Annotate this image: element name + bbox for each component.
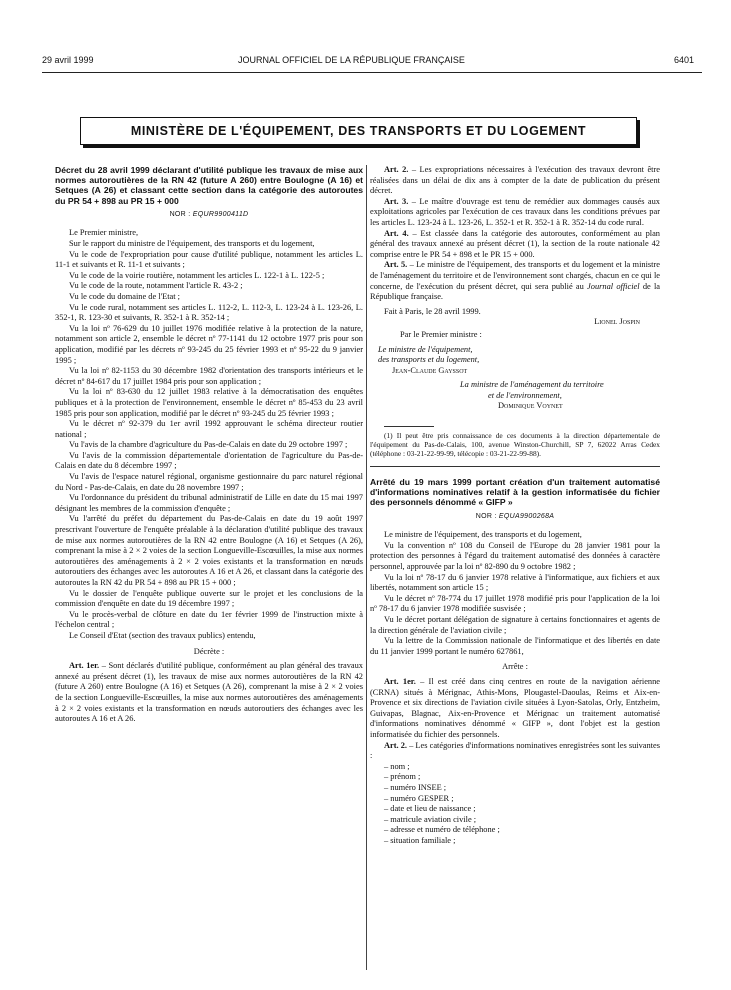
nor-label: NOR :: [169, 210, 191, 218]
decree-visas: [55, 228, 363, 641]
decree-paragraph: Vu l'avis de la commission départementale d'orientation de l'agriculture du Pas-de-Calais en date du 8 décembre 1997 ;: [55, 450, 363, 471]
arrete-paragraph: Le ministre de l'équipement, des transports et du logement,: [384, 530, 582, 540]
decree-title: Décret du 28 avril 1999 déclarant d'utilité publique les travaux de mise aux normes autoroutières de la RN 42 (future A 260) entre Boulogne (A 16) et Setques (A 26) et classant cette section dans la catégorie des autoroutes du PR 54 + 898 au PR 15 + 000: [55, 165, 363, 206]
arrete-article-2: [370, 741, 660, 762]
decree-paragraph: Vu la loi nº 76-629 du 10 juillet 1976 modifiée relative à la protection de la nature, notamment son article 2, ensemble le décret nº 77-1141 du 12 octobre 1977 pris pour son application, modifié par les décrets nº 93-245 du 25 février 1993 et nº 95-22 du 9 janvier 1995 ;: [55, 323, 363, 365]
decree-paragraph: Vu le code de la route, notamment l'article R. 43-2 ;: [69, 281, 243, 291]
list-item: – nom ;: [384, 761, 410, 771]
decree-decrete: Décrète :: [193, 646, 225, 656]
signature-pm: Lionel Jospin: [594, 317, 640, 327]
decree-paragraph: Vu le dossier de l'enquête publique ouverte sur le projet et les conclusions de la commission d'enquête en date du 19 décembre 1997 ;: [55, 588, 363, 609]
decree-article-3: [370, 197, 660, 229]
decree-paragraph: Vu le code de l'expropriation pour cause d'utilité publique, notamment les articles L. 11-1 et suivants et R. 11-1 et suivants ;: [55, 249, 363, 270]
footnote: (1) Il peut être pris connaissance de ces documents à la direction départementale de l'équipement du Pas-de-Calais, 100, avenue Winston-Churchill, SP 7, 62022 Arras Cedex (téléphone : 03-21-22-99-99, télécopie : 03-21-22-99-88).: [370, 431, 660, 459]
minister2-line2: et de l'environnement,: [488, 390, 562, 400]
article-text: – Le maître d'ouvrage est tenu de remédier aux dommages causés aux exploitations agricoles par l'exécution de ces travaux dans les conditions prévues par les articles L. 123-24 à L. 123-26, L. 352-1 et R. 352-1 à R. 352-14 du code rural.: [370, 196, 660, 227]
arrete-nor: [370, 512, 660, 523]
decree-paragraph: Vu la loi nº 82-1153 du 30 décembre 1982 d'orientation des transports intérieurs et le décret nº 84-617 du 17 juillet 1984 pris pour son application ;: [55, 366, 363, 386]
decree-nor: [55, 210, 363, 221]
page-header: [0, 55, 731, 73]
list-item: – numéro GESPER ;: [384, 793, 454, 803]
par-le-premier-ministre: Par le Premier ministre :: [400, 329, 482, 339]
arrete-arrete: Arrête :: [502, 662, 528, 672]
minister2-line1: La ministre de l'aménagement du territoire: [460, 380, 604, 390]
decree-paragraph: Vu le code rural, notamment ses articles L. 112-2, L. 112-3, L. 123-24 à L. 123-26, L. 352-1, R. 123-30 et suivants, R. 352-1 à R. 352-14 ;: [55, 302, 363, 323]
article-text: de la République française.: [370, 281, 661, 302]
article-text: – Le ministre de l'équipement, des transports et du logement et la ministre de l'aménagement du territoire et de l'environnement sont chargés, chacun en ce qui le concerne, de l'exécution du présent décret, qui sera publié au: [370, 260, 660, 291]
decree-paragraph: Vu l'arrêté du préfet du département du Pas-de-Calais en date du 19 août 1997 prescrivant l'ouverture de l'enquête préalable à la déclaration d'utilité publique des travaux de mise aux normes autoroutières de la RN 42 entre Boulogne (A 16) et Setques (A 26), comprenant la mise à 2 × 2 voies de la section Longueville-Escœuilles, la mise aux normes autoroutières des aménagements à 2 × 2 voies existants et la transformation en nœuds autoroutiers des échanges avec les autoroutes A 16 et A 26, et classant dans la catégorie des autoroutes la RN 42 du PR 54 + 898 au PR 15 + 000 ;: [55, 514, 363, 587]
article-label: Art. 2.: [384, 740, 408, 750]
arrete-paragraph: Vu la loi nº 78-17 du 6 janvier 1978 relative à l'informatique, aux fichiers et aux libertés, notamment son article 15 ;: [370, 572, 660, 593]
arrete-paragraph: Vu la convention nº 108 du Conseil de l'Europe du 28 janvier 1981 pour la protection des personnes à l'égard du traitement automatisé des données à caractère personnel, approuvée par la loi nº 82-890 du 9 octobre 1982 ;: [370, 540, 660, 572]
article-label: Art. 3.: [384, 196, 409, 206]
journal-officiel-ref: Journal officiel: [587, 281, 640, 291]
article-text: – Les expropriations nécessaires à l'exécution des travaux devront être réalisées dans un délai de dix ans à compter de la date de publication du présent décret.: [370, 165, 660, 196]
decree-paragraph: Vu la loi nº 83-630 du 12 juillet 1983 relative à la démocratisation des enquêtes publiques et à la protection de l'environnement, ensemble le décret nº 85-453 du 23 avril 1985 pris pour son application, modifié par le décret nº 93-245 du 25 février 1993 ;: [55, 387, 363, 418]
list-item: – adresse et numéro de téléphone ;: [384, 825, 500, 835]
article-text: – Sont déclarés d'utilité publique, conformément au plan général des travaux annexé au présent décret (1), les travaux de mise aux normes autoroutières de la RN 42 (future A 260) entre Boulogne (A 16) et Setques (A 26), comprenant la mise à 2 × 2 voies de la section Longueville-Escœuilles, la mise aux normes autoroutières des aménagements à 2 × 2 voies existants et la transformation en nœuds autoroutiers des échanges avec les autoroutes A 16 et A 26.: [55, 661, 363, 724]
section-separator: [370, 466, 660, 467]
decree-paragraph: Le Premier ministre,: [69, 228, 139, 238]
ministry-title: MINISTÈRE DE L'ÉQUIPEMENT, DES TRANSPORTS ET DU LOGEMENT: [80, 117, 637, 145]
decree-paragraph: Vu le code du domaine de l'Etat ;: [69, 291, 181, 301]
decree-paragraph: Vu le procès-verbal de clôture en date du 1er février 1999 de l'instruction mixte à l'échelon central ;: [55, 609, 363, 630]
decree-paragraph: Vu le décret nº 92-379 du 1er avril 1992 approuvant le schéma directeur routier national ;: [55, 419, 363, 439]
decree-article-5: [370, 260, 660, 302]
article-text: – Les catégories d'informations nominatives enregistrées sont les suivantes :: [370, 740, 660, 761]
header-page-number: 6401: [674, 55, 695, 65]
decree-paragraph: Vu l'avis de l'espace naturel régional, organisme gestionnaire du parc naturel régional du Nord - Pas-de-Calais, en date du 28 novembre 1997 ;: [55, 472, 363, 492]
arrete-article-1: [370, 677, 660, 741]
decree-paragraph: Vu l'ordonnance du président du tribunal administratif de Lille en date du 15 mai 1997 désignant les membres de la commission d'enquête ;: [55, 493, 363, 513]
header-rule: [42, 72, 702, 73]
decree-paragraph: Vu l'avis de la chambre d'agriculture du Pas-de-Calais en date du 29 octobre 1997 ;: [69, 440, 348, 450]
arrete-paragraph: Vu la lettre de la Commission nationale de l'informatique et des libertés en date du 11 janvier 1999 portant le numéro 627861,: [370, 636, 660, 656]
article-label: Art. 1er.: [384, 676, 416, 686]
minister1-line1: Le ministre de l'équipement,: [378, 344, 473, 354]
decree-article-2: [370, 165, 660, 197]
column-separator: [366, 165, 367, 970]
signature-minister1: Jean-Claude Gayssot: [392, 365, 468, 375]
list-item: – situation familiale ;: [384, 835, 456, 845]
article-text: – Est classée dans la catégorie des autoroutes, conformément au plan général des travaux annexé au présent décret (1), la section de la route nationale 42 comprise entre le PR 54 + 898 et le PR 15 + 000.: [370, 228, 660, 259]
article-label: Art. 4.: [384, 228, 409, 238]
arrete-title: Arrêté du 19 mars 1999 portant création d'un traitement automatisé d'informations nominatives relatif à la gestion informatisée du fichier des personnels dénommé « GIFP »: [370, 477, 660, 508]
article-label: Art. 2.: [384, 165, 409, 174]
decree-article-1: [55, 661, 363, 725]
arrete-paragraph: Vu le décret nº 78-774 du 17 juillet 1978 modifié pris pour l'application de la loi nº 78-17 du 6 janvier 1978 modifiée susvisée ;: [370, 593, 660, 614]
decree-article-4: [370, 229, 660, 261]
footnote-rule: [384, 426, 434, 427]
list-item: – matricule aviation civile ;: [384, 814, 477, 824]
list-item: – numéro INSEE ;: [384, 782, 447, 792]
article-text: – Il est créé dans cinq centres en route de la navigation aérienne (CRNA) situés à Mérignac, Athis-Mons, Plougastel-Daoulas, Reims et Aix-en-Provence et six directions de l'aviation civile situées à Lyon-Satolas, Orly, Entzheim, Guivapas, Blagnac, Aix-en-Provence et Mérignac un traitement automatisé d'informations nominatives dénommé « GIFP », dont l'objet est la gestion informatisée du fichier des personnels.: [370, 676, 661, 739]
decree-paragraph: Sur le rapport du ministre de l'équipement, des transports et du logement,: [69, 239, 315, 248]
minister1-line2: des transports et du logement,: [378, 355, 480, 365]
decree-paragraph: Le Conseil d'Etat (section des travaux publics) entendu,: [69, 630, 256, 640]
list-item: – date et lieu de naissance ;: [384, 804, 476, 814]
arrete-paragraph: Vu le décret portant délégation de signature à certains fonctionnaires et agents de la direction générale de l'aviation civile ;: [370, 615, 660, 635]
nor-code: EQUA9900268A: [498, 512, 555, 520]
information-list: [370, 762, 660, 847]
list-item: – prénom ;: [384, 772, 421, 782]
left-column: [55, 165, 363, 725]
article-label: Art. 1er.: [69, 661, 100, 671]
nor-code: EQUR9900411D: [192, 210, 249, 218]
article-label: Art. 5.: [384, 260, 408, 270]
right-column: [370, 165, 660, 846]
nor-label: NOR :: [475, 512, 497, 520]
done-at: Fait à Paris, le 28 avril 1999.: [384, 306, 481, 316]
header-journal: JOURNAL OFFICIEL DE LA RÉPUBLIQUE FRANÇAISE: [238, 55, 465, 65]
signature-minister2: Dominique Voynet: [498, 401, 563, 411]
arrete-visas: [370, 530, 660, 657]
header-date: 29 avril 1999: [42, 55, 94, 65]
decree-paragraph: Vu le code de la voirie routière, notamment les articles L. 122-1 à L. 122-5 ;: [69, 270, 325, 280]
